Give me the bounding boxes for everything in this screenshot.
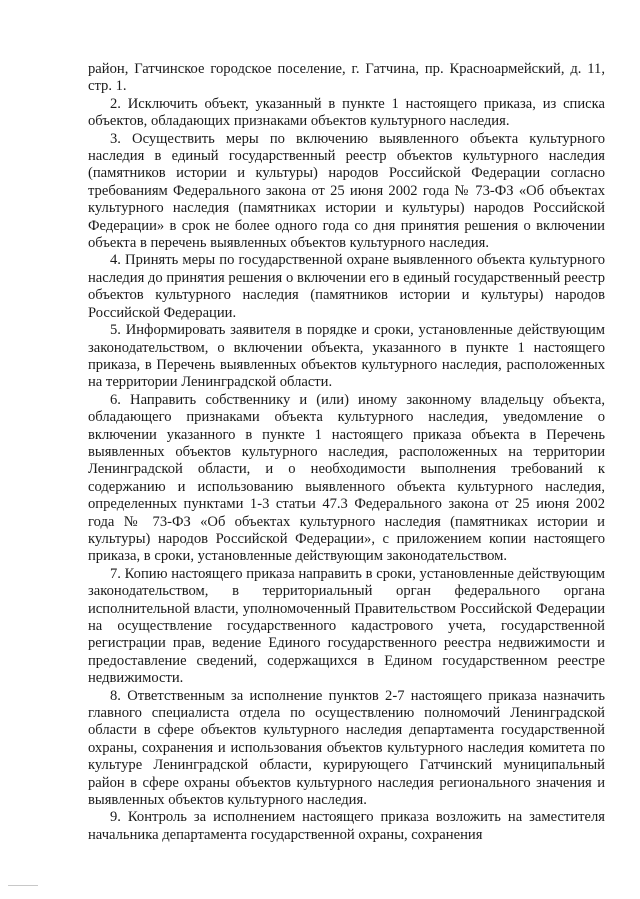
paragraph-item-3: 3. Осуществить меры по включению выявленного объекта культурного наследия в единый государственный реестр объектов культурного наследия (памятников истории и культуры) народов Российской Федерации согласно требованиям Федерального закона от 25 июня 2002 года № 73-ФЗ «Об объектах культурного наследия (памятниках истории и культуры) народов Российской Федерации» в срок не более одного года со дня принятия решения о включении объекта в перечень выявленных объектов культурного наследия.: [88, 130, 605, 252]
paragraph-item-7: 7. Копию настоящего приказа направить в сроки, установленные действующим законодательством, в территориальный орган федерального органа исполнительной власти, уполномоченный Правительством Российской Федерации на осуществление государственного кадастрового учета, государственной регистрации прав, ведение Единого государственного реестра недвижимости и предоставление сведений, содержащихся в Едином государственном реестре недвижимости.: [88, 565, 605, 687]
paragraph-item-6: 6. Направить собственнику и (или) иному законному владельцу объекта, обладающего признаками объекта культурного наследия, уведомление о включении указанного в пункте 1 настоящего приказа объекта в Перечень выявленных объектов культурного наследия, расположенных на территории Ленинградской области, и о необходимости выполнения требований к содержанию и использованию выявленного объекта культурного наследия, определенных пунктами 1-3 статьи 47.3 Федерального закона от 25 июня 2002 года № 73-ФЗ «Об объектах культурного наследия (памятниках истории и культуры) народов Российской Федерации», с приложением копии настоящего приказа, в сроки, установленные действующим законодательством.: [88, 391, 605, 565]
paragraph-item-5: 5. Информировать заявителя в порядке и сроки, установленные действующим законодательством, о включении объекта, указанного в пункте 1 настоящего приказа, в Перечень выявленных объектов культурного наследия, расположенных на территории Ленинградской области.: [88, 322, 605, 391]
paragraph-item-2: 2. Исключить объект, указанный в пункте 1 настоящего приказа, из списка объектов, обладающих признаками объектов культурного наследия.: [88, 95, 605, 130]
scan-edge-mark: [8, 885, 38, 886]
paragraph-item-9: 9. Контроль за исполнением настоящего приказа возложить на заместителя начальника департамента государственной охраны, сохранения: [88, 809, 605, 843]
document-body: [88, 61, 605, 844]
paragraph-item-4: 4. Принять меры по государственной охране выявленного объекта культурного наследия до принятия решения о включении его в единый государственный реестр объектов культурного наследия (памятников истории и культуры) народов Российской Федерации.: [88, 252, 605, 321]
paragraph-item-8: 8. Ответственным за исполнение пунктов 2-7 настоящего приказа назначить главного специалиста отдела по осуществлению полномочий Ленинградской области в сфере объектов культурного наследия департамента государственной охраны, сохранения и использования объектов культурного наследия комитета по культуре Ленинградской области, курирующего Гатчинский муниципальный район в сфере охраны объектов культурного наследия регионального значения и выявленных объектов культурного наследия.: [88, 687, 605, 809]
paragraph-continuation: район, Гатчинское городское поселение, г. Гатчина, пр. Красноармейский, д. 11, стр. 1.: [88, 61, 605, 95]
